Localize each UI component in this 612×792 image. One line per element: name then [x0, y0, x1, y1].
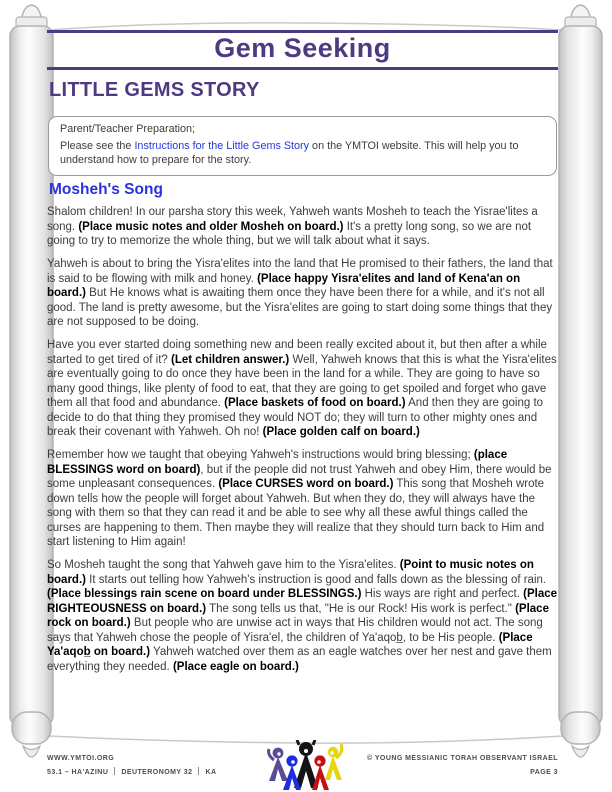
story-text: , but if the people did not trust Yahweh and obey Him, there would be some unpleasant consequences. [47, 463, 552, 490]
story-paragraph [47, 257, 558, 330]
story-instruction-text: (Place Ya'aqob̲ on board.) [47, 631, 533, 658]
story-instruction-text: (Place RIGHTEOUSNESS on board.) [47, 588, 558, 615]
footer-scripture-ref: DEUTERONOMY 32 [121, 769, 193, 776]
story-instruction-text: (Point to music notes on board.) [47, 559, 534, 586]
story-text: And then they are going to decide to do that thing they promised they would NOT do; they will turn to other mighty ones and break their covenant with Yahweh. Oh no! [47, 397, 544, 438]
story-paragraph [47, 448, 558, 550]
story-instruction-text: (Place golden calf on board.) [262, 426, 420, 438]
footer-separator [114, 767, 115, 775]
page-title: Gem Seeking [214, 33, 391, 63]
logo-figure-yellow [325, 744, 342, 780]
footer-copyright: © YOUNG MESSIANIC TORAH OBSERVANT ISRAEL [366, 755, 558, 762]
story-instruction-text: (Let children answer.) [171, 353, 290, 366]
story-instruction-text: (place BLESSINGS word on board) [47, 449, 508, 476]
story-instruction-text: (Place baskets of food on board.) [224, 397, 406, 409]
story-text: Yahweh is about to bring the Yisra'elites into the land that He promised to their fathers, the land that is said to be flowing with milk and honey. [47, 258, 553, 285]
story-instruction-text: (Place happy Yisra'elites and land of Kena'an on board.) [47, 272, 521, 299]
story-text: The song tells us that, "He is our Rock! His work is perfect." [206, 602, 516, 615]
story-text: Shalom children! In our parsha story this week, Yahweh wants Mosheh to teach the Yisrae'lites a song. [47, 206, 538, 233]
prep-box [48, 116, 557, 176]
instructions-link[interactable]: Instructions for the Little Gems Story [134, 140, 310, 152]
story-instruction-text: (Place music notes and older Mosheh on board.) [78, 220, 344, 233]
footer-page-number: PAGE 3 [530, 769, 558, 776]
story-text: But people who are unwise act in ways that His children would not act. The song says that Yahweh chose the people of Yisra'el, the children of Ya'aqob̲, to be His people. [47, 617, 543, 644]
story-paragraph [47, 558, 558, 674]
story-instruction-text: (Place eagle on board.) [172, 660, 299, 673]
story-text: It starts out telling how Yahweh's instruction is good and falls down as the blessing of rain. [85, 573, 547, 586]
prep-body-prefix: Please see the [60, 140, 135, 152]
scroll-roller-right [559, 5, 602, 757]
story-text: This song that Mosheh wrote down tells how the people will forget about Yahweh. But when they do, they will always have the song with them so that they can read it and be able to see why all these awful things called the curses are happening to them. Then maybe they will realize that they should turn back to Him and start listening to Him again! [47, 478, 545, 548]
footer-separator [198, 767, 199, 775]
prep-heading: Parent/Teacher Preparation; [60, 123, 196, 135]
ymtoi-logo [266, 740, 346, 792]
footer-version: KA [205, 769, 217, 776]
story-paragraphs [47, 205, 558, 683]
footer-lesson-ref: 53.1 – HA'AZINU [47, 769, 109, 776]
story-text: His ways are right and perfect. [361, 588, 524, 600]
story-text: So Mosheh taught the song that Yahweh gave him to the Yisra'elites. [47, 559, 400, 571]
story-text: Well, Yahweh knows that this is what the Yisra'elites are eventually going to do once they have been in the land for a while. They are going to have so many good things, like plenty of food to eat, that they are going to get spoiled and forget who gave them all that food and abundance. [47, 353, 557, 409]
story-instruction-text: (Place CURSES word on board.) [218, 478, 394, 490]
story-text: But He knows what is awaiting them once they have been there for a while, and it's not all good. The land is pretty awesome, but the Yisra'elites are going to start doing some things that they are not supposed to be doing. [47, 287, 553, 328]
story-text: Yahweh watched over them as an eagle watches over her nest and gave them everything they needed. [47, 646, 552, 673]
footer-website[interactable]: WWW.YMTOI.ORG [47, 755, 115, 762]
story-instruction-text: (Place rock on board.) [47, 602, 549, 629]
prep-body-suffix: on the YMTOI website. This will help you to understand how to prepare for the story. [60, 140, 519, 166]
story-text: Have you ever started doing something new and been really excited about it, but then after a while started to get tired of it? [47, 339, 547, 366]
title-rule-bottom [47, 67, 558, 70]
logo-figure-purple [269, 748, 288, 781]
story-paragraph [47, 205, 558, 249]
footer-right [367, 753, 558, 778]
footer-refs [47, 767, 216, 778]
story-paragraph [47, 338, 558, 440]
logo-figure-blue [283, 755, 301, 790]
prep-body [60, 140, 545, 167]
logo-figure-red [312, 755, 329, 790]
story-text: Remember how we taught that obeying Yahweh's instructions would bring blessing; [47, 449, 474, 461]
story-instruction-text: (Place blessings rain scene on board under BLESSINGS.) [47, 588, 362, 600]
story-text: It's a pretty long song, so we are not going to try to memorize the whole thing, but we will talk about what it says. [47, 220, 532, 247]
story-heading: Mosheh's Song [49, 181, 163, 198]
section-heading: LITTLE GEMS STORY [49, 79, 260, 101]
footer-left [47, 753, 216, 778]
